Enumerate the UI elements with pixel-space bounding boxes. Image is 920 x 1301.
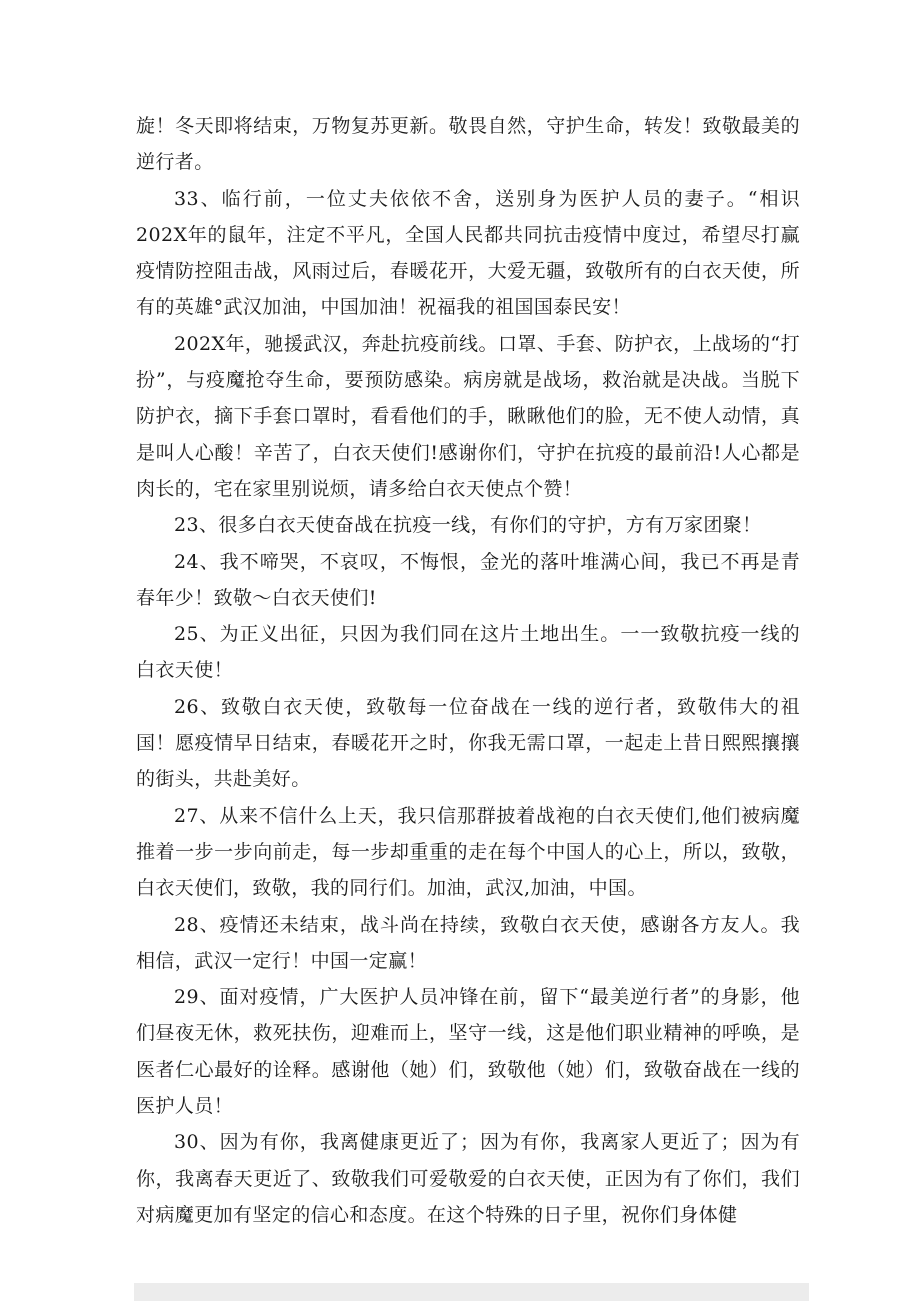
document-body <box>136 108 800 1233</box>
paragraph-27: 27、从来不信什么上天，我只信那群披着战袍的白衣天使们,他们被病魔推着一步一步向前走，每一步却重重的走在每个中国人的心上，所以，致敬，白衣天使们，致敬，我的同行们。加油，武汉,加油，中国。 <box>136 804 800 900</box>
paragraph-24: 24、我不啼哭，不哀叹，不悔恨，金光的落叶堆满心间，我已不再是青春年少！致敬～白衣天使们! <box>136 550 800 609</box>
paragraph-202x: 202X年，驰援武汉，奔赴抗疫前线。口罩、手套、防护衣，上战场的“打扮”，与疫魔抢夺生命，要预防感染。病房就是战场，救治就是决战。当脱下防护衣，摘下手套口罩时，看看他们的手，瞅瞅他们的脸，无不使人动情，真是叫人心酸！辛苦了，白衣天使们!感谢你们，守护在抗疫的最前沿!人心都是肉长的，宅在家里别说烦，请多给白衣天使点个赞！ <box>136 332 800 500</box>
paragraph-23: 23、很多白衣天使奋战在抗疫一线，有你们的守护，方有万家团聚！ <box>174 514 762 537</box>
page-footer-bar <box>134 1283 809 1301</box>
paragraph-continuation: 旋！冬天即将结束，万物复苏更新。敬畏自然，守护生命，转发！致敬最美的逆行者。 <box>136 115 800 174</box>
paragraph-33: 33、临行前，一位丈夫依依不舍，送别身为医护人员的妻子。“相识202X年的鼠年，注定不平凡，全国人民都共同抗击疫情中度过，希望尽打赢疫情防控阻击战，风雨过后，春暖花开，大爱无疆，致敬所有的白衣天使，所有的英雄°武汉加油，中国加油！祝福我的祖国国泰民安！ <box>136 187 800 319</box>
paragraph-26: 26、致敬白衣天使，致敬每一位奋战在一线的逆行者，致敬伟大的祖国！愿疫情早日结束，春暖花开之时，你我无需口罩，一起走上昔日熙熙攘攘的街头，共赴美好。 <box>136 695 800 791</box>
paragraph-30: 30、因为有你，我离健康更近了；因为有你，我离家人更近了；因为有你，我离春天更近了、致敬我们可爱敬爱的白衣天使，正因为有了你们，我们对病魔更加有坚定的信心和态度。在这个特殊的日子里，祝你们身体健 <box>136 1131 800 1226</box>
paragraph-29: 29、面对疫情，广大医护人员冲锋在前，留下“最美逆行者”的身影，他们昼夜无休，救死扶伤，迎难而上，坚守一线，这是他们职业精神的呼唤，是医者仁心最好的诠释。感谢他（她）们，致敬他（她）们，致敬奋战在一线的医护人员！ <box>136 986 800 1118</box>
paragraph-28: 28、疫情还未结束，战斗尚在持续，致敬白衣天使，感谢各方友人。我相信，武汉一定行！中国一定赢！ <box>136 913 800 972</box>
paragraph-25: 25、为正义出征，只因为我们同在这片土地出生。一一致敬抗疫一线的白衣天使！ <box>136 623 800 682</box>
